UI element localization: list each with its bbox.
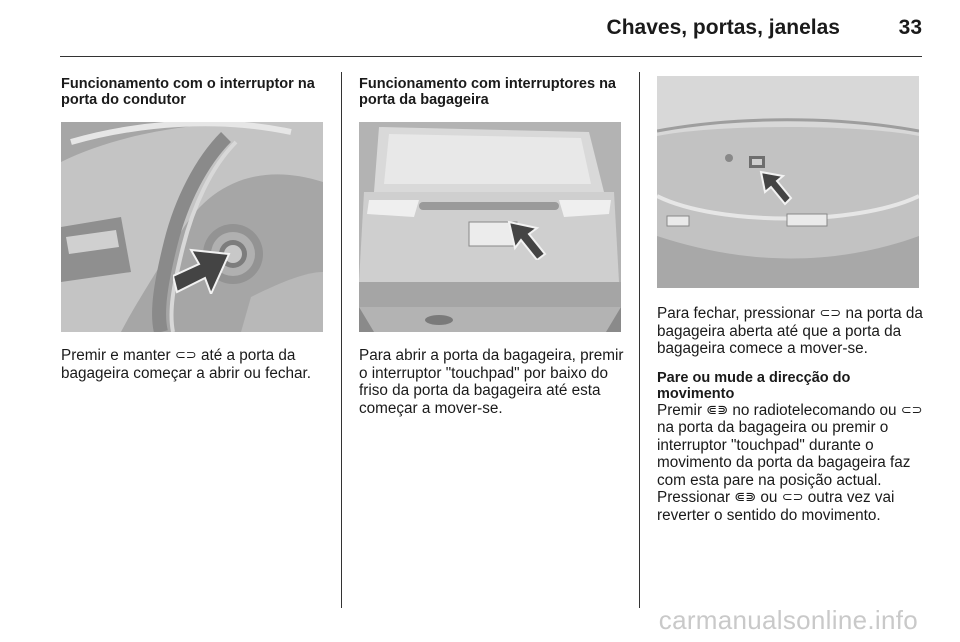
figure-tailgate-close-button	[657, 76, 919, 288]
column-divider-2	[639, 72, 640, 608]
header-divider	[60, 56, 922, 57]
section-heading-stop-reverse: Pare ou mude a direcção do movimento	[657, 369, 851, 402]
tailgate-switch-icon: ⊂⊃	[174, 348, 197, 363]
figure-driver-door-switch	[61, 122, 323, 332]
remote-tailgate-icon: ⋐⋑	[706, 402, 729, 418]
remote-tailgate-icon: ⋐⋑	[734, 490, 757, 505]
arrow-indicator-icon	[759, 170, 793, 206]
column-2	[359, 76, 625, 417]
tailgate-close-instruction: Para fechar, pressionar ⊂⊃ na porta da bagageira aberta até que a porta da bagageira comece a mover-se.	[657, 305, 923, 357]
driver-door-illustration	[61, 122, 323, 332]
stop-reverse-instruction: Premir ⋐⋑ no radiotelecomando ou ⊂⊃ na porta da bagageira ou premir o interruptor "touchpad" durante o movimento da porta da bagageira faz com esta pare na posição actual. Pressionar ⋐⋑ ou ⊂⊃ outra vez vai reverter o sentido do movimento.	[657, 401, 923, 524]
tailgate-illustration	[359, 122, 621, 332]
driver-door-instruction: Premir e manter ⊂⊃ até a porta da bagageira começar a abrir ou fechar.	[61, 347, 311, 382]
arrow-indicator-icon	[173, 242, 231, 294]
tailgate-switch-icon: ⊂⊃	[900, 402, 923, 418]
column-divider-1	[341, 72, 342, 608]
watermark: carmanualsonline.info	[658, 605, 918, 635]
tailgate-switch-instruction: Para abrir a porta da bagageira, premir o interruptor "touchpad" por baixo do friso da porta da bagageira até esta começar a mover-se.	[359, 347, 624, 417]
tailgate-switch-icon: ⊂⊃	[819, 306, 842, 321]
section-heading-tailgate-switch: Funcionamento com interruptores na porta da bagageira	[359, 76, 616, 108]
arrow-indicator-icon	[507, 220, 547, 260]
section-heading-driver-door: Funcionamento com o interruptor na porta do condutor	[61, 76, 315, 108]
page-number: 33	[898, 16, 922, 39]
page-header-title: Chaves, portas, janelas	[606, 16, 840, 39]
column-1	[61, 76, 327, 382]
figure-tailgate-touchpad	[359, 122, 621, 332]
column-3	[657, 76, 923, 524]
tailgate-switch-icon: ⊂⊃	[781, 490, 804, 505]
